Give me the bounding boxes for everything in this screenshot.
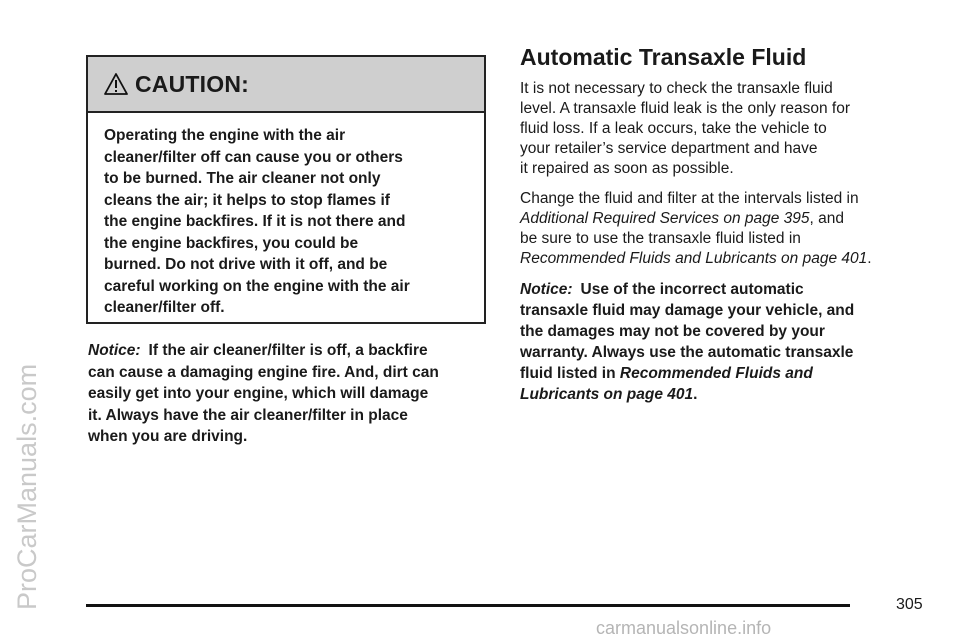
para-line: Change the fluid and filter at the intervals listed in: [520, 190, 859, 207]
section-title: Automatic Transaxle Fluid: [520, 44, 807, 70]
left-notice-line: can cause a damaging engine fire. And, dirt can: [88, 363, 439, 381]
caution-line: Operating the engine with the air: [104, 127, 346, 144]
caution-line: cleaner/filter off.: [104, 299, 225, 316]
watermark-side-svg: [8, 170, 48, 610]
reference-link[interactable]: Recommended Fluids and Lubricants on page 401: [520, 250, 868, 267]
notice-text: fluid listed in: [520, 365, 616, 382]
notice-label: Notice:: [520, 281, 573, 298]
para-line: it repaired as soon as possible.: [520, 160, 734, 177]
caution-title: CAUTION:: [135, 70, 250, 97]
left-notice-line: [88, 340, 486, 362]
reference-link[interactable]: Additional Required Services on page 395: [520, 210, 810, 227]
para-line: It is not necessary to check the transaxle fluid: [520, 80, 833, 97]
para-line: [520, 249, 930, 269]
left-notice-line: when you are driving.: [88, 428, 248, 445]
warning-triangle-icon: [104, 72, 128, 96]
para-line: fluid loss. If a leak occurs, take the vehicle to: [520, 120, 827, 137]
notice-line: the damages may not be covered by your: [520, 323, 825, 340]
reference-link[interactable]: Lubricants on page 401: [520, 386, 694, 403]
footer-rule: [86, 604, 850, 607]
caution-line: the engine backfires. If it is not there and: [104, 213, 406, 230]
notice-text: .: [693, 386, 698, 403]
para-line: level. A transaxle fluid leak is the only reason for: [520, 100, 850, 117]
watermark-side: [8, 170, 48, 610]
left-notice-first: If the air cleaner/filter is off, a backfire: [148, 342, 428, 359]
left-notice-line: it. Always have the air cleaner/filter in place: [88, 406, 408, 424]
right-column: [520, 40, 930, 405]
notice-line: [520, 384, 930, 405]
para-text: .: [867, 250, 872, 267]
caution-body: [88, 113, 484, 319]
notice-text: Use of the incorrect automatic: [580, 281, 804, 298]
para-line: your retailer’s service department and have: [520, 140, 818, 157]
caution-line: cleans the air; it helps to stop flames if: [104, 191, 390, 209]
right-notice: [520, 279, 930, 405]
notice-line: transaxle fluid may damage your vehicle, and: [520, 302, 855, 319]
caution-line: cleaner/filter off can cause you or others: [104, 148, 403, 166]
caution-box: [86, 55, 486, 324]
left-notice-line: easily get into your engine, which will damage: [88, 385, 429, 402]
caution-header: [88, 57, 484, 113]
caution-line: careful working on the engine with the air: [104, 277, 410, 295]
watermark-bottom: carmanualsonline.info: [596, 618, 772, 638]
page-number: 305: [896, 596, 923, 613]
watermark-side-text: ProCarManuals.com: [12, 363, 42, 610]
para-line: [520, 209, 930, 229]
para-change-fluid: [520, 189, 930, 269]
caution-line: to be burned. The air cleaner not only: [104, 170, 381, 187]
notice-label: Notice:: [88, 342, 141, 359]
para-line: be sure to use the transaxle fluid listed in: [520, 230, 801, 247]
notice-line: [520, 279, 930, 300]
left-notice: [88, 340, 486, 448]
para-fluid-check: [520, 79, 930, 179]
caution-line: the engine backfires, you could be: [104, 234, 359, 252]
caution-line: burned. Do not drive with it off, and be: [104, 256, 388, 273]
para-text: , and: [809, 210, 845, 227]
notice-line: warranty. Always use the automatic transaxle: [520, 344, 854, 361]
reference-link[interactable]: Recommended Fluids and: [619, 365, 813, 382]
notice-line: [520, 363, 930, 384]
